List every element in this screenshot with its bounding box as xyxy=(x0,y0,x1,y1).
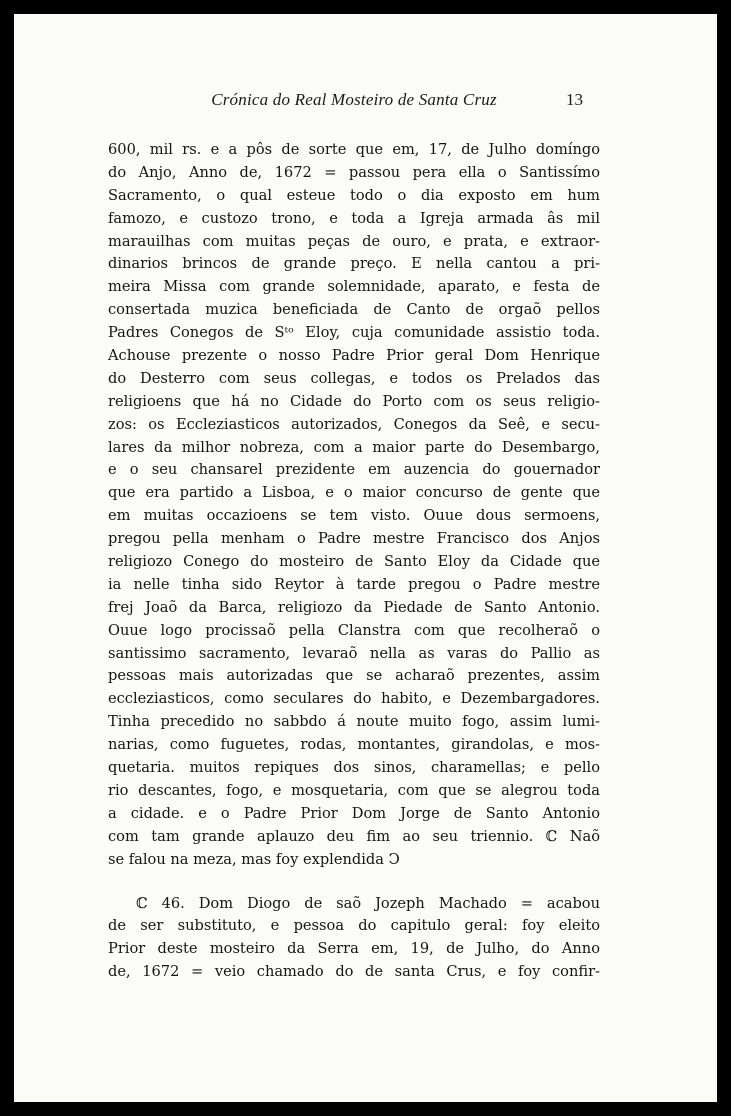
running-title: Crónica do Real Mosteiro de Santa Cruz xyxy=(211,90,497,109)
text-line: se falou na meza, mas foy explendida Ↄ xyxy=(108,850,400,868)
paragraph-2 xyxy=(108,893,600,985)
text-line: narias, como fuguetes, rodas, montantes, girandolas, e mos- xyxy=(108,736,600,754)
text-line: meira Missa com grande solemnidade, aparato, e festa de xyxy=(108,278,600,296)
text-line: famozo, e custozo trono, e toda a Igreja armada âs mil xyxy=(108,209,600,227)
text-line: santissimo sacramento, levaraõ nella as varas do Pallio as xyxy=(108,644,600,662)
text-line: dinarios brincos de grande preço. E nella cantou a pri- xyxy=(108,255,600,273)
text-line: Ouue logo procissaõ pella Clanstra com que recolheraõ o xyxy=(108,621,600,639)
text-line: de, 1672 = veio chamado do de santa Crus, e foy confir- xyxy=(108,963,600,981)
text-line: que era partido a Lisboa, e o maior concurso de gente que xyxy=(108,484,600,502)
text-line: rio descantes, fogo, e mosquetaria, com que se alegrou toda xyxy=(108,781,600,799)
text-line: em muitas occazioens se tem visto. Ouue dous sermoens, xyxy=(108,507,600,525)
text-line: de ser substituto, e pessoa do capitulo geral: foy eleito xyxy=(108,917,600,935)
text-line: Tinha precedido no sabbdo á noute muito fogo, assim lumi- xyxy=(108,713,600,731)
body-text xyxy=(108,139,600,984)
page-number: 13 xyxy=(566,90,583,109)
paragraph-1 xyxy=(108,139,600,872)
text-line: ia nelle tinha sido Reytor à tarde pregou o Padre mestre xyxy=(108,575,600,593)
text-line: eccleziasticos, como seculares do habito, e Dezembargadores. xyxy=(108,690,600,708)
text-line: do Anjo, Anno de, 1672 = passou pera ella o Santissímo xyxy=(108,163,600,181)
book-page xyxy=(14,14,717,1102)
text-line: religiozo Conego do mosteiro de Santo Eloy da Cidade que xyxy=(108,553,600,571)
text-line: frej Joaõ da Barca, religiozo da Piedade de Santo Antonio. xyxy=(108,598,600,616)
text-line: 600, mil rs. e a pôs de sorte que em, 17, de Julho domíngo xyxy=(108,141,600,158)
text-line: do Desterro com seus collegas, e todos os Prelados das xyxy=(108,369,600,387)
text-line: e o seu chansarel prezidente em auzencia do gouernador xyxy=(108,461,600,479)
text-line: ℂ 46. Dom Diogo de saõ Jozeph Machado = acabou xyxy=(136,894,600,912)
text-line: Prior deste mosteiro da Serra em, 19, de Julho, do Anno xyxy=(108,940,600,958)
text-line: lares da milhor nobreza, com a maior parte do Desembargo, xyxy=(108,438,600,456)
text-line: pessoas mais autorizadas que se acharaõ prezentes, assim xyxy=(108,667,600,685)
text-line: consertada muzica beneficiada de Canto de orgaõ pellos xyxy=(108,301,600,319)
text-line: quetaria. muitos repiques dos sinos, charamellas; e pello xyxy=(108,759,600,777)
text-line: Achouse prezente o nosso Padre Prior geral Dom Henrique xyxy=(108,347,600,365)
text-line: marauilhas com muitas peças de ouro, e prata, e extraor- xyxy=(108,232,600,250)
text-line: religioens que há no Cidade do Porto com os seus religio- xyxy=(108,392,600,410)
text-line: zos: os Eccleziasticos autorizados, Conegos da Seê, e secu- xyxy=(108,415,600,433)
text-line: Padres Conegos de Sᵗᵒ Eloy, cuja comunidade assistio toda. xyxy=(108,324,600,342)
paragraph-gap xyxy=(108,872,600,893)
text-line: pregou pella menham o Padre mestre Francisco dos Anjos xyxy=(108,530,600,548)
text-line: a cidade. e o Padre Prior Dom Jorge de Santo Antonio xyxy=(108,804,600,822)
text-line: com tam grande aplauzo deu fim ao seu triennio. ℂ Naõ xyxy=(108,827,600,845)
text-line: Sacramento, o qual esteue todo o dia exposto em hum xyxy=(108,186,600,204)
running-header xyxy=(14,90,717,114)
